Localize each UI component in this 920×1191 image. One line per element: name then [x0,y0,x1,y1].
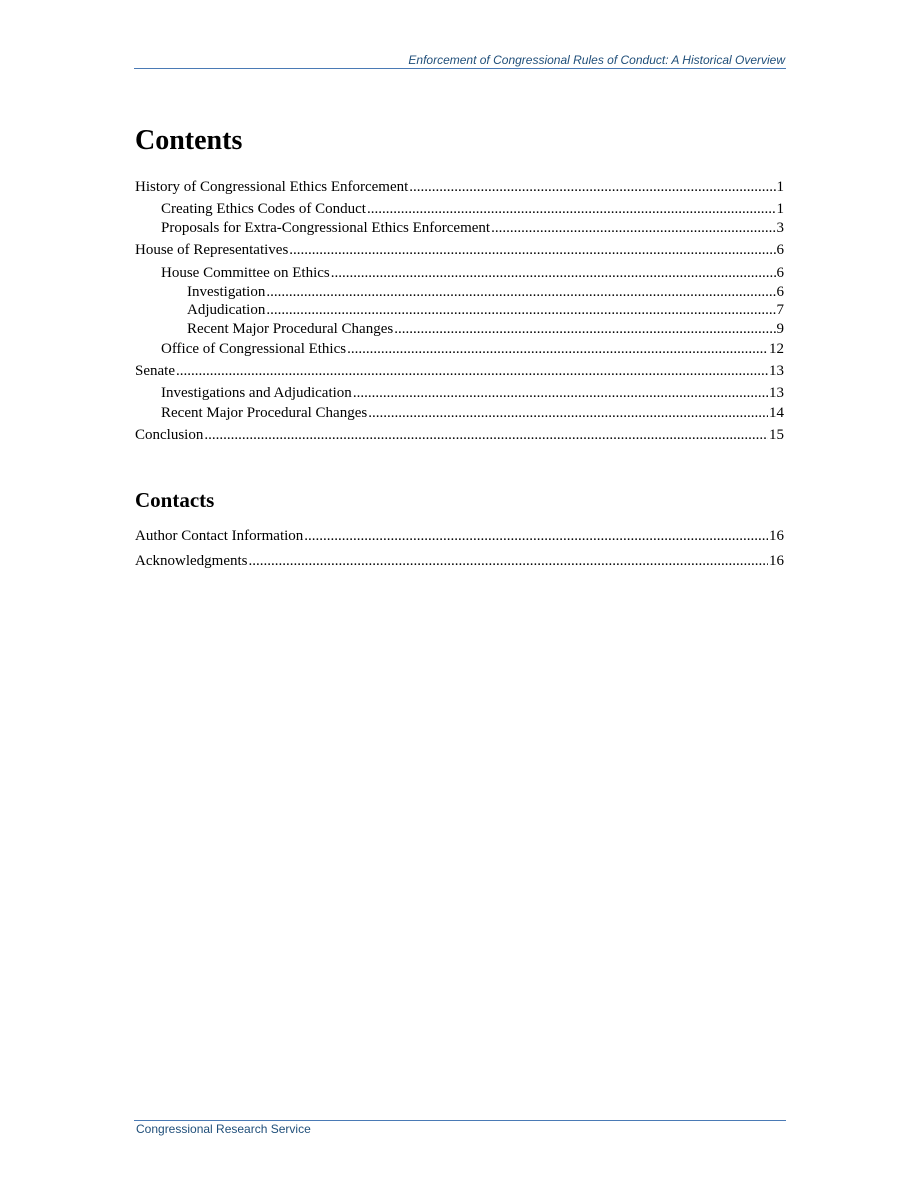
toc-leader [304,527,768,545]
toc-entry-title: Senate [135,363,175,379]
toc-leader [367,200,776,218]
toc-entry[interactable] [135,283,784,301]
toc-entry-page: 6 [776,284,784,300]
toc-entry[interactable] [135,219,784,237]
toc-entry-page: 7 [776,302,784,318]
toc-entry[interactable] [135,384,784,402]
toc-entry-page: 13 [769,385,784,401]
toc-entry[interactable] [135,404,784,422]
toc-leader [409,178,775,196]
toc-leader [248,552,768,570]
toc-leader [266,283,775,301]
toc-entry-title: Acknowledgments [135,553,248,569]
toc-leader [266,301,775,319]
toc-entry-title: History of Congressional Ethics Enforcement [135,179,409,195]
toc-entry-title: Adjudication [187,302,266,318]
toc-entry-title: Proposals for Extra-Congressional Ethics Enforcement [161,220,491,236]
toc-entry-page: 1 [776,201,784,217]
toc-entry[interactable] [135,527,784,545]
toc-entry[interactable] [135,178,784,196]
toc-entry-page: 13 [769,363,784,379]
toc-entry-title: Investigation [187,284,266,300]
toc-entry-page: 15 [769,427,784,443]
toc-entry[interactable] [135,362,784,380]
toc-entry-title: House Committee on Ethics [161,265,330,281]
toc-entry[interactable] [135,320,784,338]
toc-entry-page: 12 [769,341,784,357]
toc-entry[interactable] [135,264,784,282]
contacts-heading: Contacts [135,488,215,512]
running-header: Enforcement of Congressional Rules of Conduct: A Historical Overview [408,53,785,67]
toc-entry-title: Conclusion [135,427,204,443]
toc-leader [347,340,768,358]
toc-entry-title: Office of Congressional Ethics [161,341,347,357]
toc-entry-page: 1 [776,179,784,195]
toc-entry[interactable] [135,552,784,570]
toc-entry-title: Recent Major Procedural Changes [161,405,368,421]
toc-leader [331,264,776,282]
footer-rule [134,1120,786,1121]
toc-leader [368,404,768,422]
footer-organization: Congressional Research Service [136,1122,311,1136]
toc-entry-page: 3 [776,220,784,236]
toc-entry-title: Recent Major Procedural Changes [187,321,394,337]
header-rule [134,68,786,69]
toc-leader [353,384,768,402]
toc-entry-title: Investigations and Adjudication [161,385,352,401]
contents-heading: Contents [135,125,243,156]
toc-entry-page: 16 [769,553,784,569]
toc-leader [176,362,768,380]
toc-entry-page: 14 [769,405,784,421]
toc-entry[interactable] [135,426,784,444]
toc-leader [204,426,768,444]
toc-entry[interactable] [135,200,784,218]
toc-entry-page: 9 [776,321,784,337]
toc-leader [491,219,775,237]
toc-entry-title: Creating Ethics Codes of Conduct [161,201,366,217]
toc-entry-title: Author Contact Information [135,528,304,544]
toc-leader [394,320,775,338]
toc-entry-page: 16 [769,528,784,544]
toc-entry-title: House of Representatives [135,242,289,258]
toc-entry[interactable] [135,301,784,319]
toc-entry-page: 6 [776,242,784,258]
toc-leader [289,241,775,259]
toc-entry[interactable] [135,340,784,358]
toc-entry-page: 6 [776,265,784,281]
toc-entry[interactable] [135,241,784,259]
